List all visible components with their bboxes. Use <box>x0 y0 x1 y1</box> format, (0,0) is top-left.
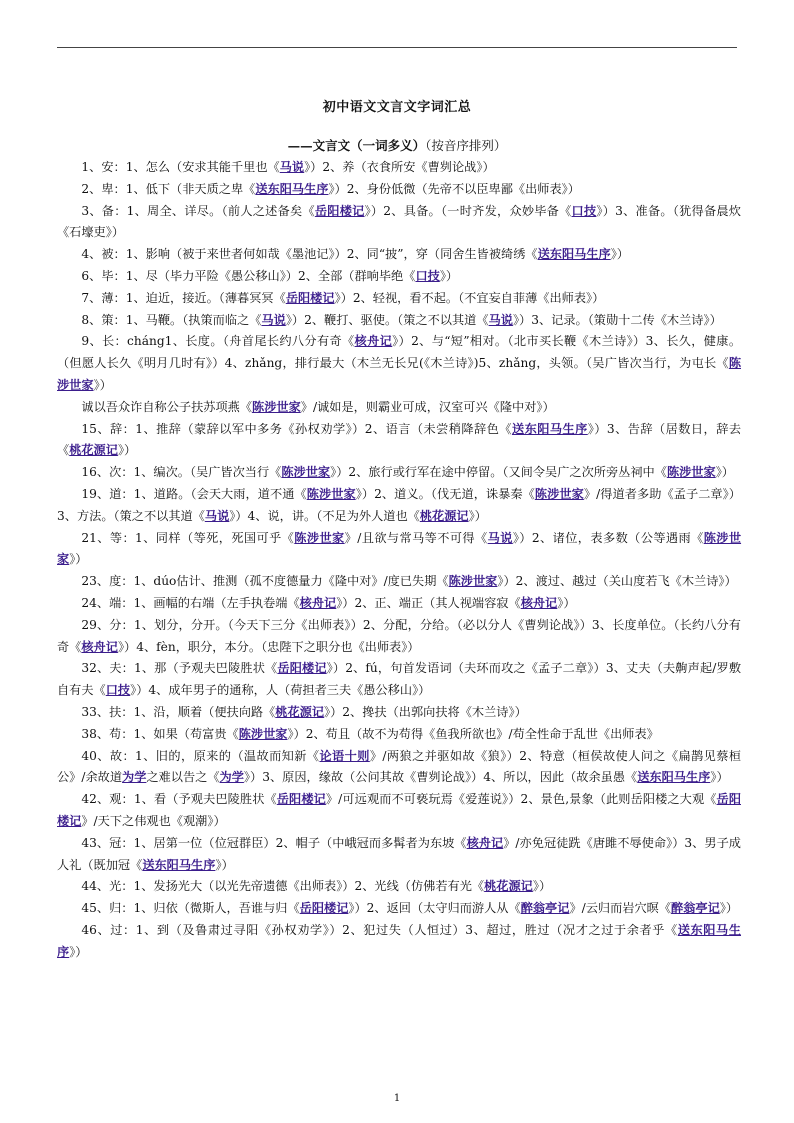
entry-text: 》）2、诸位，表多数（公等遇雨《 <box>512 530 704 545</box>
entry-text: 7、薄：1、迫近，接近。（薄暮冥冥《 <box>81 290 286 305</box>
source-link[interactable]: 送东阳马生序 <box>537 247 611 262</box>
entry-paragraph <box>57 658 741 702</box>
document-subtitle <box>0 136 794 154</box>
entry-text: 》）2、搀扶（出郭向扶将《木兰诗》） <box>324 704 527 719</box>
entry-text: 》/云归而岩穴暝《 <box>569 901 672 916</box>
entry-text: 》）2、苟且（故不为苟得《鱼我所欲也》/苟全性命于乱世《出师表》 <box>287 726 659 741</box>
source-link[interactable]: 送东阳马生序 <box>637 770 711 785</box>
entry-text: 》） <box>532 879 552 894</box>
entry-paragraph <box>57 898 741 920</box>
document-title: 初中语文文言文字词汇总 <box>322 100 472 115</box>
entry-text: 》）2、轻视，看不起。（不宜妄自菲薄《出师表》） <box>334 290 605 305</box>
entry-text: 》） <box>69 552 88 567</box>
entry-text: 》）2、fú，句首发语词（夫环而攻之《孟子二章》）3、丈夫（夫齁声起/罗敷自有夫《 <box>57 661 742 698</box>
entry-text: 》）2、正、端正（其人视端容寂《 <box>336 595 521 610</box>
entry-paragraph <box>57 179 741 201</box>
source-link[interactable]: 马说 <box>488 312 513 327</box>
entry-text: 》） <box>719 901 739 916</box>
entry-text: 》/且欲与常马等不可得《 <box>344 530 488 545</box>
entry-text: 》） <box>93 377 112 392</box>
entry-text: 》）3、原因，缘故（公问其故《曹刿论战》）4、所以，因此（故余虽愚《 <box>243 770 638 785</box>
entry-text: 》）3、告辞（居数日，辞去《 <box>57 421 742 458</box>
entry-text: 》/诚如是，则霸业可成，汉室可兴《隆中对》） <box>300 399 555 414</box>
entry-text: 16、次：1、编次。（吴广皆次当行《 <box>81 465 282 480</box>
entry-text: 》） <box>557 595 576 610</box>
entry-text: 》）4、说，讲。（不足为外人道也《 <box>229 508 420 523</box>
entry-text: 》）2、旅行或行军在途中停留。（又间令吴广之次所旁丛祠中《 <box>330 465 667 480</box>
entry-paragraph <box>57 920 741 964</box>
source-link[interactable]: 岳阳楼记 <box>277 661 327 676</box>
entry-text: 8、策：1、马鞭。（执策而临之《 <box>81 312 262 327</box>
entry-paragraph <box>57 266 741 288</box>
entry-text: 23、度：1、dúo估计、推测（孤不度德量力《隆中对》/度已失期《 <box>81 574 449 589</box>
source-link[interactable]: 马说 <box>261 312 286 327</box>
source-link[interactable]: 陈涉世家 <box>306 486 356 501</box>
entry-paragraph <box>57 397 741 419</box>
entry-text: 》/得道者多助《孟子二章》）3、方法。（策之不以其道《 <box>57 486 741 523</box>
source-link[interactable]: 陈涉世家 <box>666 465 716 480</box>
source-link[interactable]: 口技 <box>415 268 440 283</box>
entry-paragraph <box>57 288 741 310</box>
entry-paragraph <box>57 724 741 746</box>
entry-text: 40、故：1、旧的，原来的（温故而知新《 <box>81 748 320 763</box>
source-link[interactable]: 论语十则 <box>319 748 370 763</box>
source-link[interactable]: 核舟记 <box>299 595 337 610</box>
source-link[interactable]: 核舟记 <box>466 835 504 850</box>
entry-text: 4、被：1、影响（被于来世者何如哉《墨池记》）2、同“披”，穿（同舍生皆被绮绣《 <box>81 247 538 262</box>
source-link[interactable]: 口技 <box>571 203 597 218</box>
entry-text: 6、毕：1、尽（毕力平险《愚公移山》）2、全部（群响毕绝《 <box>81 268 416 283</box>
entry-text: 2、卑：1、低下（非天质之卑《 <box>81 181 256 196</box>
entry-text: 15、辞：1、推辞（蒙辞以军中多务《孙权劝学》）2、语言（未尝稍降辞色《 <box>81 421 512 436</box>
entry-text: 43、冠：1、居第一位（位冠群臣）2、帽子（中峨冠而多髯者为东坡《 <box>81 835 467 850</box>
subtitle-main: ——文言文（一词多义） <box>287 138 426 153</box>
source-link[interactable]: 马说 <box>204 508 230 523</box>
entry-list <box>57 157 741 963</box>
source-link[interactable]: 陈涉世家 <box>57 356 741 392</box>
entry-text: 》） <box>215 857 234 872</box>
entry-text: 3、备：1、周全、详尽。（前人之述备矣《 <box>81 203 315 218</box>
entry-text: 》） <box>117 443 137 458</box>
entry-paragraph <box>57 419 741 463</box>
entry-text: 》）2、具备。（一时齐发，众妙毕备《 <box>364 203 572 218</box>
source-link[interactable]: 核舟记 <box>520 595 558 610</box>
entry-text: 》）2、道义。（伐无道，诛暴秦《 <box>355 486 535 501</box>
entry-paragraph <box>57 331 741 396</box>
entry-text: 32、夫：1、那（予观夫巴陵胜状《 <box>81 661 278 676</box>
entry-paragraph <box>57 746 741 790</box>
entry-text: 42、观：1、看（予观夫巴陵胜状《 <box>81 792 277 807</box>
entry-text: 》） <box>439 268 459 283</box>
entry-text: 》）2、与“短”相对。（北市买长鞭《木兰诗》）3、长久，健康。（但愿人长久《明月几时有》）4、zhǎng，排行最大（木兰无长兄(《木兰诗》)5、zhǎng，头领。（吴广皆次当行，为屯长《 <box>57 334 742 371</box>
source-link[interactable]: 陈涉世家 <box>534 486 584 501</box>
entry-text: 》）3、记录。（策勋十二传《木兰诗》） <box>512 312 722 327</box>
entry-text: 》） <box>69 944 88 959</box>
entry-text: 》）2、身份低微（先帝不以臣卑鄙《出师表》） <box>328 181 580 196</box>
source-link[interactable]: 陈涉世家 <box>57 530 742 567</box>
source-link[interactable]: 桃花源记 <box>275 704 325 719</box>
entry-paragraph <box>57 244 741 266</box>
source-link[interactable]: 岳阳楼记 <box>57 792 741 828</box>
source-link[interactable]: 马说 <box>487 530 513 545</box>
entry-text: 21、等：1、同样（等死，死国可乎《 <box>81 530 295 545</box>
entry-paragraph <box>57 876 741 898</box>
source-link[interactable]: 桃花源记 <box>69 443 118 458</box>
source-link[interactable]: 桃花源记 <box>484 879 533 894</box>
source-link[interactable]: 核舟记 <box>81 639 118 654</box>
source-link[interactable]: 陈涉世家 <box>448 574 498 589</box>
entry-text: 9、长：cháng1、长度。（舟首尾长约八分有奇《 <box>81 334 355 349</box>
entry-text: 》） <box>715 465 734 480</box>
entry-text: 》）2、渡过、越过（关山度若飞《木兰诗》） <box>497 574 737 589</box>
source-link[interactable]: 送东阳马生序 <box>511 421 588 436</box>
source-link[interactable]: 桃花源记 <box>419 508 469 523</box>
source-link[interactable]: 陈涉世家 <box>294 530 345 545</box>
entry-paragraph <box>57 571 741 593</box>
source-link[interactable]: 岳阳楼记 <box>314 203 365 218</box>
source-link[interactable]: 岳阳楼记 <box>285 290 335 305</box>
entry-paragraph <box>57 615 741 659</box>
source-link[interactable]: 送东阳马生序 <box>255 181 329 196</box>
entry-text: 》）4、成年男子的通称，人（荷担者三夫《愚公移山》） <box>130 683 431 698</box>
entry-text: 1、安：1、怎么（安求其能千里也《 <box>81 160 280 174</box>
entry-paragraph <box>57 528 741 572</box>
source-link[interactable]: 岳阳楼记 <box>276 792 326 807</box>
entry-text: 24、端：1、画幅的右端（左手执卷端《 <box>81 595 300 610</box>
entry-text: 》）2、返回（太守归而游人从《 <box>348 901 521 916</box>
entry-text: 》）3、准备。（犹得备晨炊《石壕吏》） <box>57 203 741 240</box>
source-link[interactable]: 醉翁亭记 <box>671 901 720 916</box>
entry-text: 》）2、鞭打、驱使。（策之不以其道《 <box>285 312 489 327</box>
entry-text: 38、苟：1、如果（苟富贵《 <box>81 726 239 741</box>
entry-text: 》） <box>610 247 629 262</box>
entry-paragraph <box>57 833 741 877</box>
source-link[interactable]: 送东阳马生序 <box>57 922 742 959</box>
entry-text: 之难以告之《 <box>146 770 220 785</box>
page-number: 1 <box>393 1093 401 1104</box>
entry-text: 29、分：1、划分，分开。（今天下三分《出师表》）2、分配，分给。（必以分人《曹刿论战》）3、长度单位。（长约八分有奇《 <box>57 617 741 654</box>
entry-text: 》/亦免冠徒跣《唐雎不辱使命》）3、男子成人礼（既加冠《 <box>57 835 741 872</box>
entry-paragraph <box>57 157 741 179</box>
entry-text: 45、归：1、归依（微斯人，吾谁与归《 <box>81 901 300 916</box>
source-link[interactable]: 岳阳楼记 <box>299 901 349 916</box>
entry-paragraph <box>57 462 741 484</box>
entry-paragraph <box>57 593 741 615</box>
source-link[interactable]: 为学 <box>219 770 244 785</box>
source-link[interactable]: 马说 <box>279 160 305 174</box>
entry-paragraph <box>57 201 741 245</box>
entry-paragraph <box>57 484 741 528</box>
entry-text: 44、光：1、发扬光大（以光先帝遗德《出师表》）2、光线（仿佛若有光《 <box>81 879 485 894</box>
subtitle-note: （按音序排列） <box>425 138 507 153</box>
entry-text: 19、道：1、道路。（会天大雨，道不通《 <box>81 486 307 501</box>
header-rule <box>57 47 737 48</box>
entry-text: 33、扶：1、沿，顺着（便扶向路《 <box>81 704 276 719</box>
source-link[interactable]: 送东阳马生序 <box>142 857 216 872</box>
source-link[interactable]: 陈涉世家 <box>252 399 301 414</box>
entry-text: 》）2、养（衣食所安《曹刿论战》） <box>304 160 495 174</box>
entry-text: 诚以吾众诈自称公子扶苏项燕《 <box>81 399 253 414</box>
source-link[interactable]: 醉翁亭记 <box>520 901 570 916</box>
source-link[interactable]: 陈涉世家 <box>281 465 331 480</box>
source-link[interactable]: 为学 <box>122 770 147 785</box>
source-link[interactable]: 陈涉世家 <box>238 726 288 741</box>
entry-text: 》/天下之伟观也《观潮》） <box>81 813 226 828</box>
source-link[interactable]: 口技 <box>105 683 131 698</box>
entry-text: 》）4、fèn，职分，本分。（忠陛下之职分也《出师表》） <box>117 639 420 654</box>
entry-paragraph <box>57 789 741 833</box>
entry-text: 》/可远观而不可亵玩焉《爱莲说》）2、景色,景象（此则岳阳楼之大观《 <box>325 792 717 807</box>
source-link[interactable]: 核舟记 <box>354 334 393 349</box>
entry-text: 》） <box>710 770 729 785</box>
entry-paragraph <box>57 310 741 332</box>
entry-paragraph <box>57 702 741 724</box>
entry-text: 46、过：1、到（及鲁肃过寻阳《孙权劝学》）2、犯过失（人恒过）3、超过，胜过（况才之过于余者乎《 <box>81 922 678 937</box>
entry-text: 》/两狼之并驱如故《狼》）2、特意（桓侯故使人问之《扁鹊见蔡桓公》/余故道 <box>57 748 742 785</box>
entry-text: 》） <box>468 508 487 523</box>
